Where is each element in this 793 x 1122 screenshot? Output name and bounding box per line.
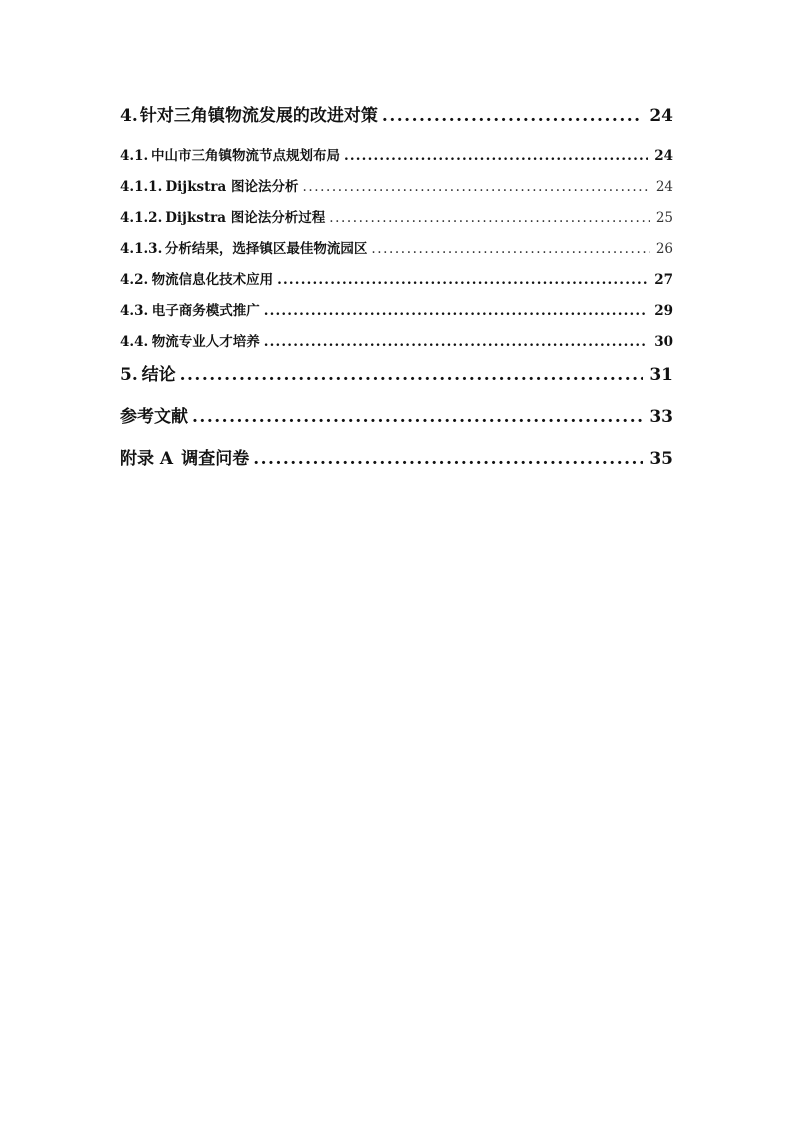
toc-entry-chapter-4[interactable] — [120, 100, 673, 142]
toc-entry-title: 调查问卷 — [181, 449, 250, 469]
toc-entry-title: Dijkstra 图论法分析 — [165, 179, 299, 195]
toc-dot-leader — [302, 173, 649, 201]
toc-entry-number: 4.1.2. — [120, 210, 163, 226]
toc-entry-page: 26 — [655, 241, 673, 257]
toc-entry-page: 31 — [649, 365, 673, 385]
toc-entry-title: 分析结果，选择镇区最佳物流园区 — [164, 241, 368, 257]
table-of-contents — [120, 100, 673, 485]
toc-dot-leader — [264, 328, 649, 356]
toc-entry-page: 24 — [654, 148, 673, 164]
toc-entry-references[interactable] — [120, 401, 673, 443]
toc-entry-section-4-1[interactable] — [120, 142, 673, 173]
toc-entry-number: 4.1.1. — [120, 179, 163, 195]
toc-dot-leader — [277, 266, 648, 294]
toc-entry-section-4-4[interactable] — [120, 328, 673, 359]
toc-dot-leader — [264, 297, 649, 325]
toc-entry-title: 物流信息化技术应用 — [151, 272, 274, 288]
toc-entry-page: 27 — [654, 272, 673, 288]
toc-entry-page: 35 — [649, 449, 673, 469]
toc-dot-leader — [329, 204, 650, 232]
toc-entry-title: 电子商务模式推广 — [151, 303, 260, 319]
toc-entry-number: 4.1. — [120, 148, 149, 164]
toc-entry-number: 4.2. — [120, 272, 149, 288]
toc-dot-leader — [180, 359, 644, 391]
toc-entry-title: 结论 — [141, 365, 176, 385]
toc-entry-page: 29 — [654, 303, 673, 319]
toc-dot-leader — [344, 142, 648, 170]
toc-entry-section-4-2[interactable] — [120, 266, 673, 297]
toc-entry-title: 参考文献 — [120, 407, 188, 427]
toc-entry-section-4-1-2[interactable] — [120, 204, 673, 235]
toc-entry-page: 24 — [655, 179, 673, 195]
toc-entry-number: 4.4. — [120, 334, 149, 350]
toc-dot-leader — [371, 235, 649, 263]
toc-entry-number: 4. — [120, 106, 138, 126]
toc-entry-number: 附录 A — [120, 449, 174, 469]
toc-dot-leader — [382, 100, 643, 132]
toc-entry-section-4-1-1[interactable] — [120, 173, 673, 204]
toc-entry-section-4-1-3[interactable] — [120, 235, 673, 266]
toc-entry-number: 4.3. — [120, 303, 149, 319]
toc-entry-chapter-5[interactable] — [120, 359, 673, 401]
toc-entry-page: 24 — [649, 106, 673, 126]
toc-dot-leader — [192, 401, 643, 433]
toc-entry-number: 4.1.3. — [120, 241, 163, 257]
toc-entry-page: 30 — [654, 334, 673, 350]
toc-entry-title: Dijkstra 图论法分析过程 — [165, 210, 326, 226]
toc-dot-leader — [253, 443, 643, 475]
toc-entry-number: 5. — [120, 365, 138, 385]
toc-entry-title: 针对三角镇物流发展的改进对策 — [139, 106, 378, 126]
toc-entry-title: 物流专业人才培养 — [151, 334, 260, 350]
toc-entry-section-4-3[interactable] — [120, 297, 673, 328]
toc-entry-page: 33 — [649, 407, 673, 427]
toc-entry-page: 25 — [655, 210, 673, 226]
toc-entry-appendix-a[interactable] — [120, 443, 673, 485]
toc-entry-title: 中山市三角镇物流节点规划布局 — [150, 148, 340, 164]
